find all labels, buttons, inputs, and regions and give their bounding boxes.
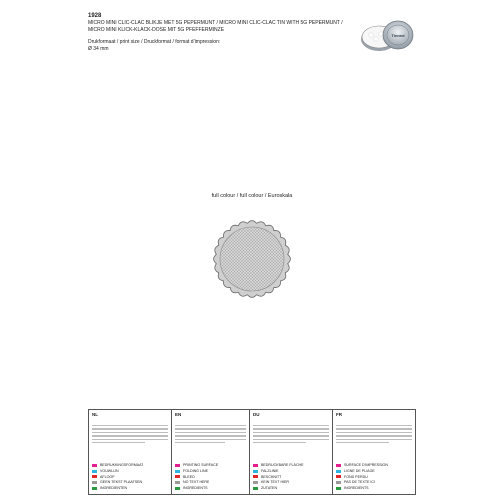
legend-swatch <box>253 475 258 478</box>
legend-key: FOND PERDU <box>344 474 368 479</box>
legend-key: GEEN TEKST PLAATSEN <box>100 480 143 485</box>
legend-swatch <box>253 464 258 467</box>
legend-lang: NL <box>92 412 98 417</box>
legend-swatch <box>336 487 341 490</box>
legend-key: BEDRUKKINGSFORMAAT <box>100 463 144 468</box>
legend-swatch <box>175 470 180 473</box>
legend-key: BESCHNITT <box>261 474 282 479</box>
legend-swatch <box>336 470 341 473</box>
legend-key: LIGNE DE PLIAGE <box>344 469 375 474</box>
legend-swatch <box>336 475 341 478</box>
legend-swatch <box>175 464 180 467</box>
legend-swatch <box>253 470 258 473</box>
product-title-line-2: MICRO MINI KLICK-KLACK-DOSE MIT 5G PFEFFERMINZE <box>88 27 225 33</box>
legend-lang: DU <box>253 412 260 417</box>
legend-key: BLEED <box>183 474 195 479</box>
legend-swatch <box>175 475 180 478</box>
legend-swatch <box>336 481 341 484</box>
legend-swatch <box>253 487 258 490</box>
legend-swatch <box>253 481 258 484</box>
legend-swatch <box>175 481 180 484</box>
legend-swatch <box>92 470 97 473</box>
print-size-label: Drukformaat / print size / Druckformat / format d’impression: <box>88 39 221 45</box>
legend-key: INGREDIENTS <box>183 486 208 491</box>
legend-swatch <box>92 481 97 484</box>
legend-key: FALZLINIE <box>261 469 279 474</box>
legend-key: PAS DE TEXTE ICI <box>344 480 376 485</box>
product-title-line-1: MICRO MINI CLIC-CLAC BLIKJE MET 5G PEPERMUNT / MICRO MINI CLIC-CLAC TIN WITH 5G PEPERMUNT / <box>88 20 343 26</box>
product-code: 1928 <box>88 13 102 19</box>
legend-col-en <box>172 410 250 494</box>
legend-key: BEDRUCKBARE FLÄCHE <box>261 463 304 468</box>
legend-col-fr <box>333 410 415 494</box>
legend-swatch <box>175 487 180 490</box>
legend-lang: EN <box>175 412 182 417</box>
product-photo <box>355 6 415 66</box>
legend-key: INGREDIENTS <box>344 486 369 491</box>
tin-print-area <box>212 219 292 299</box>
legend-key: AFLOOP <box>100 474 115 479</box>
legend-key: FOLDING LINE <box>183 469 208 474</box>
header <box>88 12 358 53</box>
legend-key: VOUWLIJN <box>100 469 119 474</box>
legend-key: PRINTING SURFACE <box>183 463 219 468</box>
legend-key: NO TEXT HERE <box>183 480 210 485</box>
legend-table <box>88 409 416 495</box>
legend-lang: FR <box>336 412 342 417</box>
legend-swatch <box>336 464 341 467</box>
colour-caption: full colour / full colour / Euroskala <box>211 193 293 199</box>
legend-col-nl <box>89 410 172 494</box>
print-size-value: Ø 34 mm <box>88 46 109 52</box>
legend-swatch <box>92 475 97 478</box>
legend-key: SURFACE D’IMPRESSION <box>344 463 388 468</box>
legend-key: ZUTATEN <box>261 486 278 491</box>
lid-logo: Tinned <box>391 33 405 38</box>
legend-key: KEIN TEXT HIER <box>261 480 290 485</box>
legend-swatch <box>92 487 97 490</box>
legend-key: INGREDIENTEN <box>100 486 128 491</box>
legend-swatch <box>92 464 97 467</box>
legend-col-du <box>250 410 333 494</box>
